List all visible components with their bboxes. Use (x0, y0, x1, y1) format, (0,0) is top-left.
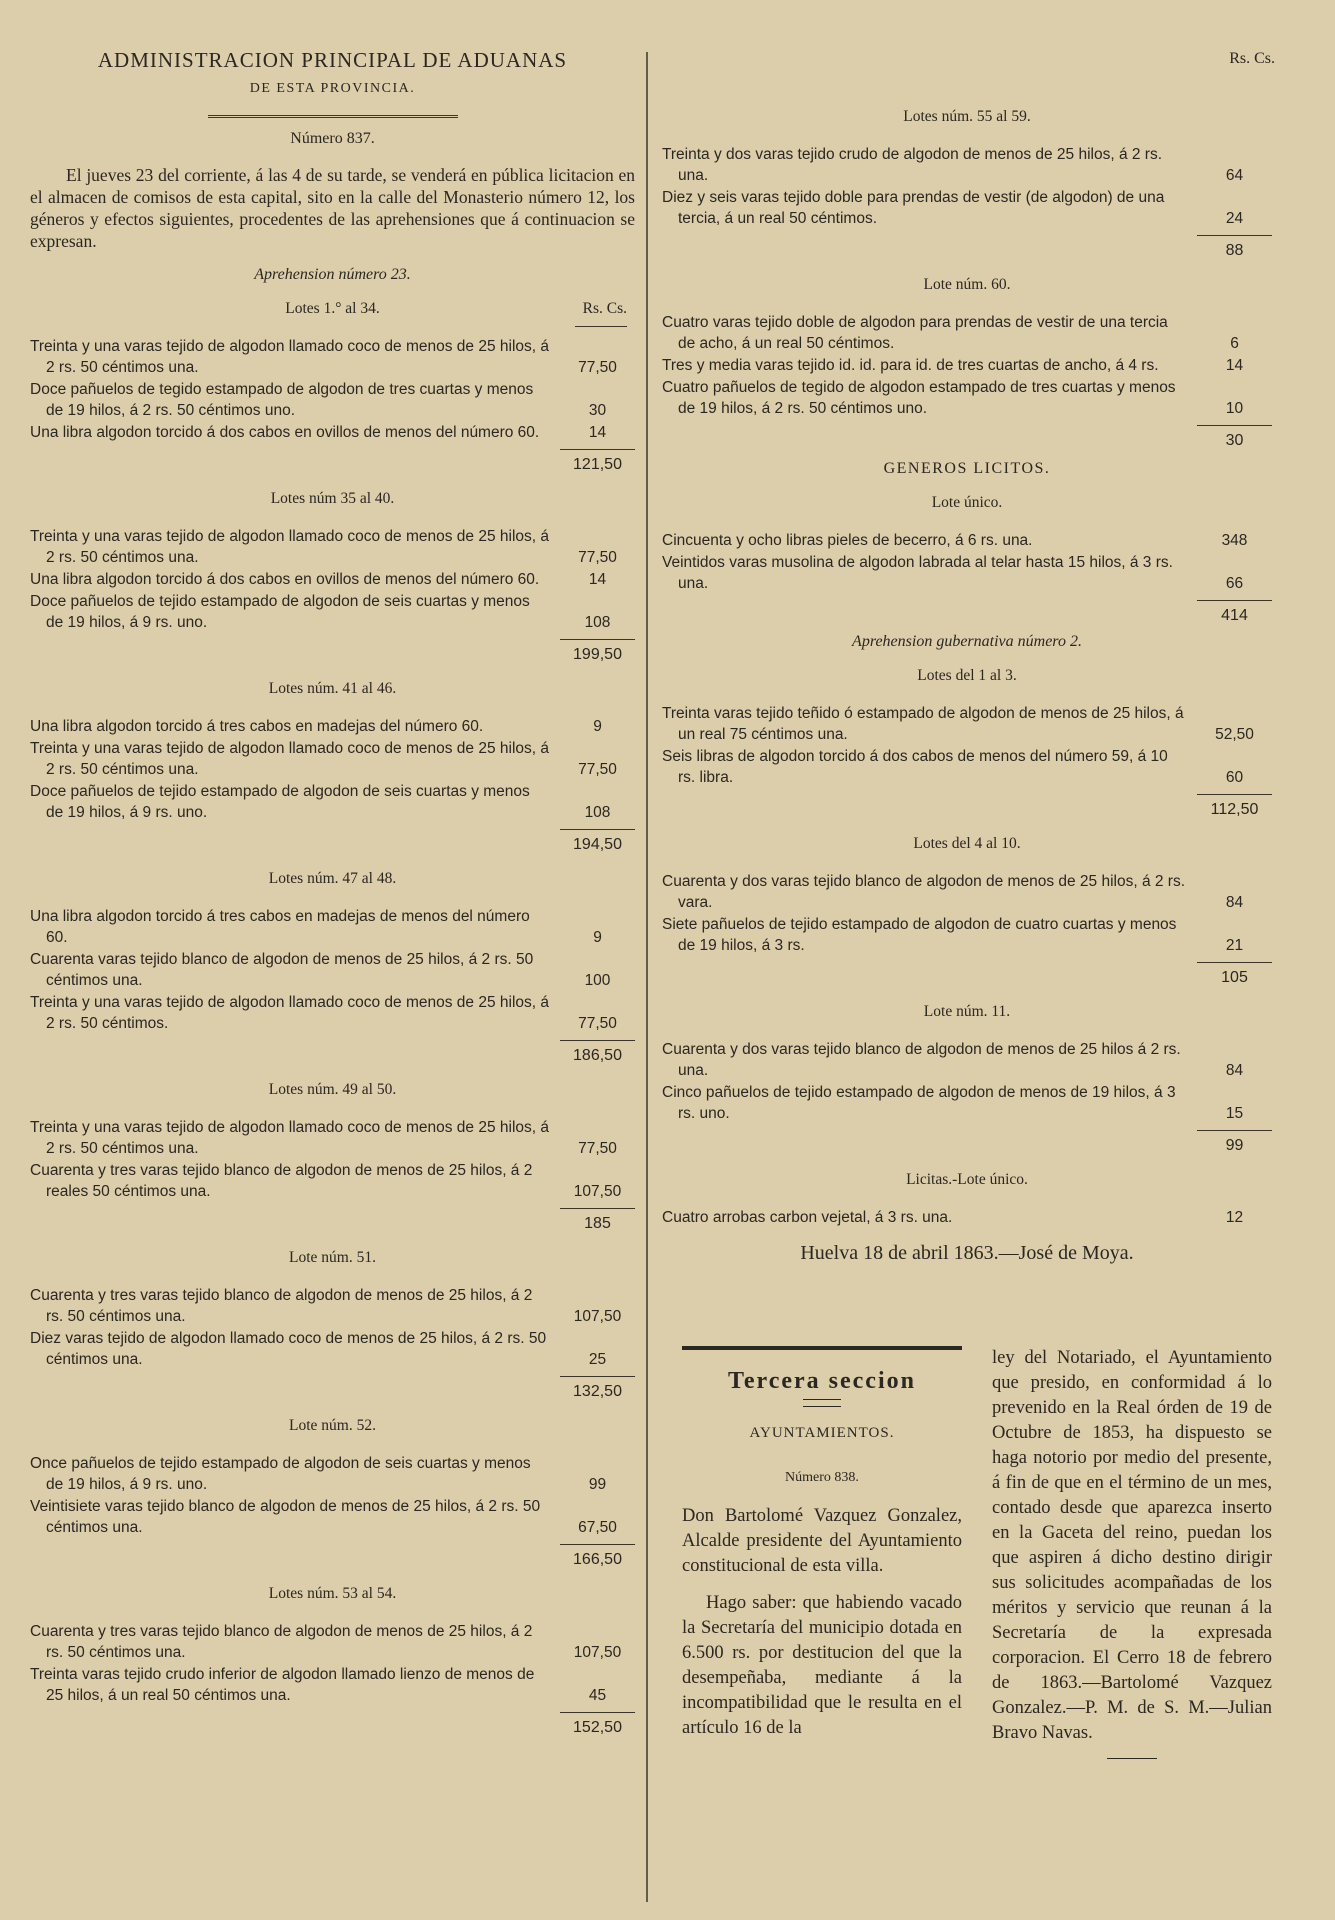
lote-item (662, 871, 1272, 913)
lote-heading: Lotes núm. 53 al 54. (268, 1585, 397, 1602)
category-heading: AYUNTAMIENTOS. (749, 1425, 895, 1441)
lote-item (30, 591, 635, 633)
paragraph-continuation: ley del Notariado, el Ayuntamiento que presido, en conformidad á lo prevenido en la Real órden de 19 de Octubre de 1853, ha dispuesto se haga notorio por medio del presente, á fin de que en el término de un mes, contado desde que aparezca inserto en la Gaceta del reino, puedan los que aspiren á dicho destino dirigir sus solicitudes acompañadas de los méritos y servicio que reunan á la Secretaría de la expresada corporacion. El Cerro 18 de febrero de 1863.—Bartolomé Vazquez Gonzalez.—P. M. de S. M.—Julian Bravo Navas. (992, 1348, 1272, 1743)
lote-total: 414 (662, 600, 1272, 625)
lote-item (30, 1117, 635, 1159)
item-value: 108 (584, 614, 611, 631)
page-title: ADMINISTRACION PRINCIPAL DE ADUANAS (97, 48, 568, 72)
right-column (662, 0, 1272, 1265)
lote-item (662, 914, 1272, 956)
item-value: 107,50 (573, 1183, 622, 1200)
lote-heading: Lote núm. 51. (289, 1249, 376, 1266)
page-subtitle: DE ESTA PROVINCIA. (249, 81, 416, 96)
item-value: 6 (1230, 335, 1239, 352)
ornament-rule (208, 103, 458, 118)
lote-unico-items (662, 530, 1272, 594)
item-description: Doce pañuelos de tejido estampado de algodon de seis cuartas y menos de 19 hilos, á 9 rs. uno. (30, 783, 530, 821)
left-lote-list (30, 300, 635, 1737)
lote-item (30, 949, 635, 991)
lote-item (662, 530, 1272, 551)
item-description: Treinta y una varas tejido de algodon llamado coco de menos de 25 hilos, á 2 rs. 50 céntimos una. (30, 740, 550, 778)
item-description: Cuarenta y tres varas tejido blanco de algodon de menos de 25 hilos, á 2 rs. 50 céntimos una. (30, 1287, 533, 1325)
item-value: 107,50 (573, 1308, 622, 1325)
item-description: Treinta y una varas tejido de algodon llamado coco de menos de 25 hilos, á 2 rs. 50 céntimos. (30, 994, 550, 1032)
lote-item (30, 992, 635, 1034)
lote-item (30, 1160, 635, 1202)
item-description: Treinta y dos varas tejido crudo de algodon de menos de 25 hilos, á 2 rs. una. (662, 146, 1163, 184)
double-rule (803, 1399, 841, 1407)
item-description: Veintidos varas musolina de algodon labrada al telar hasta 15 hilos, á 3 rs. una. (662, 554, 1173, 592)
licitas-heading: Licitas.-Lote único. (906, 1171, 1028, 1188)
item-value: 64 (1225, 167, 1244, 184)
licitas-items (662, 1207, 1272, 1228)
lote-total: 30 (662, 425, 1272, 450)
lote-total: 194,50 (30, 829, 635, 854)
column-header-rs-cs: Rs. Cs. (1229, 50, 1275, 67)
lote-item (662, 144, 1272, 186)
item-description: Doce pañuelos de tejido estampado de algodon de seis cuartas y menos de 19 hilos, á 9 rs. uno. (30, 593, 530, 631)
lote-item (662, 1082, 1272, 1124)
lote-item (30, 1453, 635, 1495)
lote-item (30, 1621, 635, 1663)
item-description: Treinta varas tejido crudo inferior de algodon llamado lienzo de menos de 25 hilos, á un real 50 céntimos una. (30, 1666, 535, 1704)
item-value: 60 (1225, 769, 1244, 786)
item-value: 52,50 (1215, 726, 1254, 743)
section-rule (682, 1346, 962, 1350)
item-value: 348 (1221, 532, 1248, 549)
lote-total: 132,50 (30, 1376, 635, 1401)
item-value: 24 (1225, 210, 1244, 227)
item-value: 84 (1225, 1062, 1244, 1079)
item-value: 15 (1225, 1105, 1244, 1122)
item-value: 9 (593, 929, 602, 946)
item-description: Una libra algodon torcido á tres cabos en madejas del número 60. (30, 718, 484, 735)
left-column (30, 0, 635, 1739)
item-value: 66 (1225, 575, 1244, 592)
lote-item (662, 552, 1272, 594)
paragraph-alcalde: Don Bartolomé Vazquez Gonzalez, Alcalde presidente del Ayuntamiento constitucional de esta villa. (682, 1506, 962, 1576)
lote-item (30, 1285, 635, 1327)
item-value: 12 (1225, 1209, 1244, 1226)
lote-unico-heading: Lote único. (931, 494, 1003, 511)
lote-item (30, 906, 635, 948)
item-description: Una libra algodon torcido á dos cabos en ovillos de menos del número 60. (30, 424, 540, 441)
lote-item (30, 379, 635, 421)
lote-heading: Lotes del 1 al 3. (917, 667, 1017, 684)
item-description: Diez y seis varas tejido doble para prendas de vestir (de algodon) de una tercia, á un real 50 céntimos. (662, 189, 1165, 227)
item-value: 100 (584, 972, 611, 989)
item-value: 67,50 (578, 1519, 617, 1536)
item-description: Treinta y una varas tejido de algodon llamado coco de menos de 25 hilos, á 2 rs. 50 céntimos una. (30, 338, 550, 376)
lote-item (30, 1328, 635, 1370)
lote-total: 99 (662, 1130, 1272, 1155)
item-description: Diez varas tejido de algodon llamado coco de menos de 25 hilos, á 2 rs. 50 céntimos una. (30, 1330, 547, 1368)
item-value: 10 (1225, 400, 1244, 417)
lote-heading: Lote núm. 52. (289, 1417, 376, 1434)
lote-item (30, 422, 635, 443)
lote-heading: Lotes núm. 47 al 48. (268, 870, 397, 887)
item-description: Cuatro arrobas carbon vejetal, á 3 rs. una. (662, 1209, 953, 1226)
lote-item (662, 355, 1272, 376)
notice-signature: Huelva 18 de abril 1863.—José de Moya. (800, 1242, 1134, 1264)
item-value: 108 (584, 804, 611, 821)
item-value: 107,50 (573, 1644, 622, 1661)
tercera-right-column (992, 1346, 1272, 1759)
item-value: 45 (588, 1687, 607, 1704)
lote-total: 105 (662, 962, 1272, 987)
item-description: Una libra algodon torcido á dos cabos en ovillos de menos del número 60. (30, 571, 540, 588)
item-value: 99 (588, 1476, 607, 1493)
lote-item (662, 312, 1272, 354)
lote-item (662, 377, 1272, 419)
lote-item (30, 781, 635, 823)
column-divider (646, 52, 648, 1902)
lote-item (30, 716, 635, 737)
rs-cs-label: Rs. Cs. (582, 300, 627, 317)
lote-heading: Lote núm. 60. (923, 276, 1011, 293)
aprehension-gubernativa-heading: Aprehension gubernativa número 2. (852, 633, 1082, 650)
item-description: Seis libras de algodon torcido á dos cabos de menos del número 59, á 10 rs. libra. (662, 748, 1168, 786)
item-description: Una libra algodon torcido á tres cabos en madejas de menos del número 60. (30, 908, 530, 946)
lote-total: 166,50 (30, 1544, 635, 1569)
lote-heading: Lotes núm. 55 al 59. (903, 108, 1031, 125)
item-description: Cuarenta y tres varas tejido blanco de algodon de menos de 25 hilos, á 2 rs. 50 céntimos una. (30, 1623, 533, 1661)
item-value: 25 (588, 1351, 607, 1368)
item-description: Treinta y una varas tejido de algodon llamado coco de menos de 25 hilos, á 2 rs. 50 céntimos una. (30, 528, 550, 566)
item-description: Doce pañuelos de tegido estampado de algodon de tres cuartas y menos de 19 hilos, á 2 rs. 50 céntimos uno. (30, 381, 534, 419)
item-value: 14 (588, 424, 607, 441)
item-description: Cinco pañuelos de tejido estampado de algodon de menos de 19 hilos, á 3 rs. uno. (662, 1084, 1176, 1122)
item-value: 77,50 (578, 761, 617, 778)
notice-number-838: Número 838. (785, 1470, 859, 1485)
item-value: 77,50 (578, 1015, 617, 1032)
item-description: Treinta y una varas tejido de algodon llamado coco de menos de 25 hilos, á 2 rs. 50 céntimos una. (30, 1119, 550, 1157)
item-value: 77,50 (578, 359, 617, 376)
item-description: Cuatro varas tejido doble de algodon para prendas de vestir de una tercia de acho, á un real 50 céntimos. (662, 314, 1168, 352)
lote-heading: Lotes 1.° al 34. Rs. Cs. (30, 300, 635, 322)
item-value: 77,50 (578, 549, 617, 566)
lote-item (30, 738, 635, 780)
item-description: Cuatro pañuelos de tegido de algodon estampado de tres cuartas y menos de 19 hilos, á 2 rs. 50 céntimos uno. (662, 379, 1176, 417)
lote-item (30, 1664, 635, 1706)
item-description: Treinta varas tejido teñido ó estampado de algodon de menos de 25 hilos, á un real 75 céntimos una. (662, 705, 1184, 743)
item-value: 14 (588, 571, 607, 588)
item-description: Cuarenta y dos varas tejido blanco de algodon de menos de 25 hilos, á 2 rs. vara. (662, 873, 1186, 911)
item-description: Tres y media varas tejido id. id. para id. de tres cuartas de ancho, á 4 rs. (662, 357, 1159, 374)
item-description: Cuarenta varas tejido blanco de algodon de menos de 25 hilos, á 2 rs. 50 céntimos una. (30, 951, 534, 989)
item-description: Cuarenta y tres varas tejido blanco de algodon de menos de 25 hilos, á 2 reales 50 céntimos una. (30, 1162, 533, 1200)
item-description: Cuarenta y dos varas tejido blanco de algodon de menos de 25 hilos á 2 rs. una. (662, 1041, 1181, 1079)
lote-total: 185 (30, 1208, 635, 1233)
lote-total: 88 (662, 235, 1272, 260)
lote-heading: Lotes núm. 41 al 46. (268, 680, 397, 697)
item-value: 77,50 (578, 1140, 617, 1157)
lote-item (662, 1207, 1272, 1228)
lote-heading: Lotes del 4 al 10. (913, 835, 1021, 852)
lote-heading: Lote núm. 11. (923, 1003, 1011, 1020)
lote-total: 112,50 (662, 794, 1272, 819)
item-description: Once pañuelos de tejido estampado de algodon de seis cuartas y menos de 19 hilos, á 9 rs. uno. (30, 1455, 531, 1493)
right-lote-list (662, 108, 1272, 450)
lote-item (662, 703, 1272, 745)
aprehension-heading: Aprehension número 23. (254, 266, 411, 283)
end-rule (1107, 1758, 1157, 1759)
tercera-left-column (682, 1346, 962, 1753)
lote-item (30, 1496, 635, 1538)
gub-lote-list (662, 667, 1272, 1155)
section-title: Tercera seccion (728, 1368, 916, 1394)
lote-heading: Lotes núm 35 al 40. (270, 490, 395, 507)
notice-number: Número 837. (290, 130, 375, 147)
lote-item (662, 746, 1272, 788)
item-value: 84 (1225, 894, 1244, 911)
item-value: 30 (588, 402, 607, 419)
lote-item (662, 1039, 1272, 1081)
item-value: 9 (593, 718, 602, 735)
lote-item (30, 526, 635, 568)
lote-item (662, 187, 1272, 229)
lote-heading: Lotes núm. 49 al 50. (268, 1081, 397, 1098)
item-description: Siete pañuelos de tejido estampado de algodon de cuatro cuartas y menos de 19 hilos, á 3 rs. (662, 916, 1177, 954)
generos-licitos-heading: GENEROS LICITOS. (883, 460, 1051, 477)
item-description: Veintisiete varas tejido blanco de algodon de menos de 25 hilos, á 2 rs. 50 céntimos una. (30, 1498, 541, 1536)
item-description: Cincuenta y ocho libras pieles de becerro, á 6 rs. una. (662, 532, 1033, 549)
notice-intro: El jueves 23 del corriente, á las 4 de su tarde, se venderá en pública licitacion en el almacen de comisos de esta capital, sito en la calle del Monasterio número 12, los géneros y efectos siguientes, procedentes de las aprehensiones que á continuacion se expresan. (30, 165, 635, 251)
lote-total: 121,50 (30, 449, 635, 474)
lote-total: 152,50 (30, 1712, 635, 1737)
lote-total: 186,50 (30, 1040, 635, 1065)
item-value: 21 (1225, 937, 1244, 954)
lote-item (30, 569, 635, 590)
lote-item (30, 336, 635, 378)
item-value: 14 (1225, 357, 1244, 374)
paragraph-hago-saber: Hago saber: que habiendo vacado la Secretaría del municipio dotada en 6.500 rs. por destitucion del que la desempeñaba, mediante á la incompatibilidad que le resulta en el artículo 16 de la (682, 1593, 962, 1738)
lote-total: 199,50 (30, 639, 635, 664)
